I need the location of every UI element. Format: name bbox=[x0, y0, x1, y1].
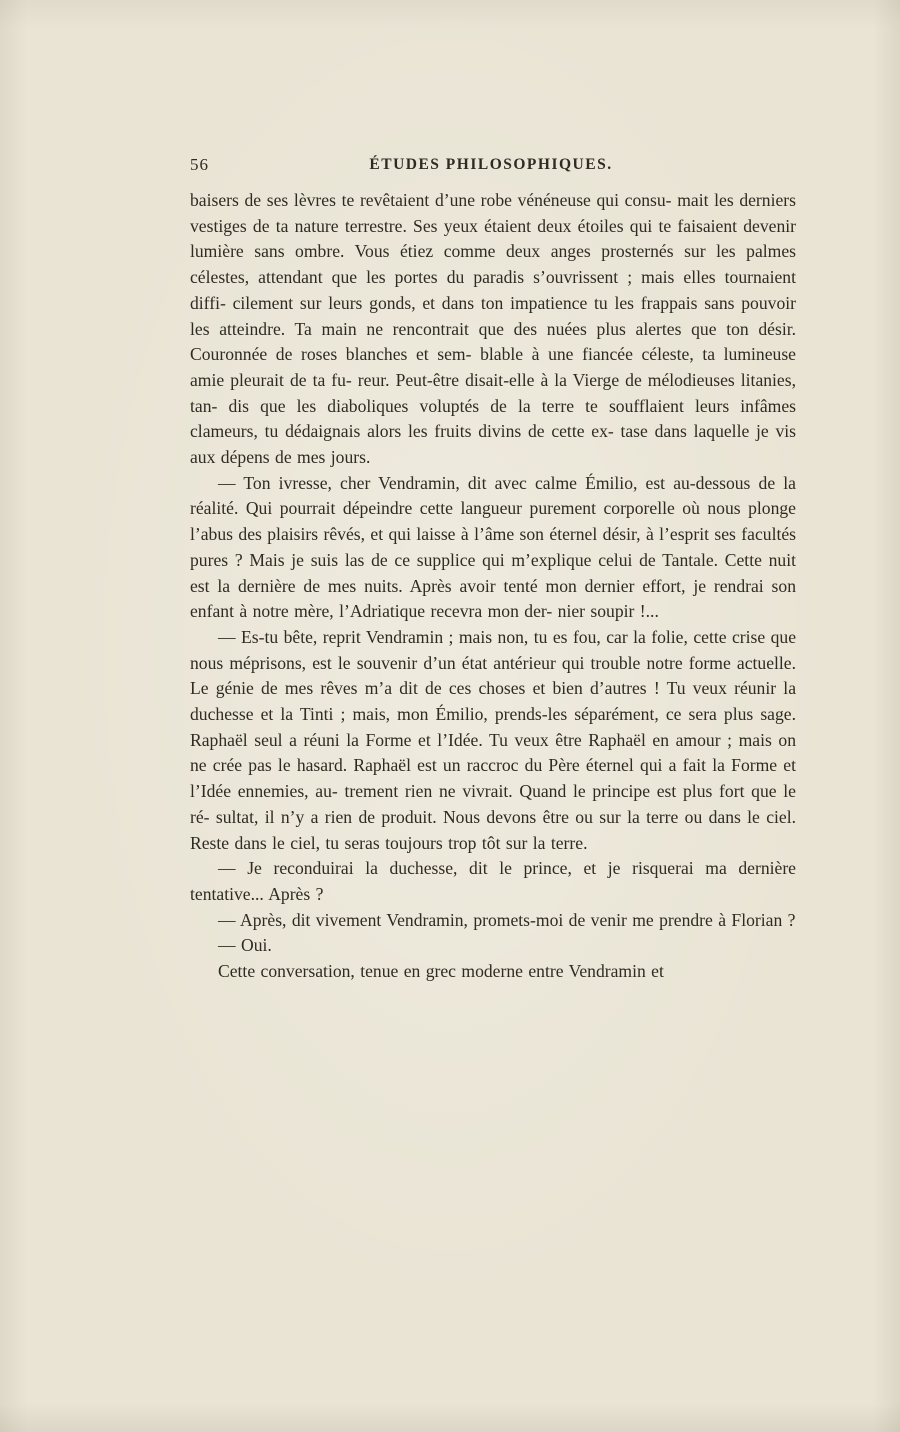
page-number: 56 bbox=[190, 155, 209, 174]
paragraph: — Oui. bbox=[218, 935, 272, 956]
body-text bbox=[190, 188, 796, 985]
paragraph: Cette conversation, tenue en grec moderne entre Vendramin et bbox=[218, 961, 664, 982]
running-title: ÉTUDES PHILOSOPHIQUES. bbox=[369, 156, 613, 173]
paragraph: baisers de ses lèvres te revêtaient d’une robe vénéneuse qui consu- mait les derniers vestiges de ta nature terrestre. Ses yeux étaient deux étoiles qui te faisaient devenir lumière sans ombre. Vous étiez comme deux anges prosternés sur les palmes célestes, attendant que les portes du paradis s’ouvrissent ; mais elles tournaient diffi- cilement sur leurs gonds, et dans ton impatience tu les frappais sans pouvoir les atteindre. Ta main ne rencontrait que des nuées plus alertes que ton désir. Couronnée de roses blanches et sem- blable à une fiancée céleste, ta lumineuse amie pleurait de ta fu- reur. Peut-être disait-elle à la Vierge de mélodieuses litanies, tan- dis que les diaboliques voluptés de la terre te soufflaient leurs infâmes clameurs, tu dédaignais alors les fruits divins de cette ex- tase dans laquelle je vis aux dépens de mes jours. bbox=[190, 190, 796, 468]
paragraph: — Après, dit vivement Vendramin, promets-moi de venir me prendre à Florian ? bbox=[218, 909, 796, 930]
paragraph: — Es-tu bête, reprit Vendramin ; mais non, tu es fou, car la folie, cette crise que nous méprisons, est le souvenir d’un état antérieur qui trouble notre forme actuelle. Le génie de mes rêves m’a dit de ces choses et bien d’autres ! Tu veux réunir la duchesse et la Tinti ; mais, mon Émilio, prends-les séparément, ce sera plus sage. Raphaël seul a réuni la Forme et l’Idée. Tu veux être Raphaël en amour ; mais on ne crée pas le hasard. Raphaël est un raccroc du Père éternel qui a fait la Forme et l’Idée ennemies, au- trement rien ne vivrait. Quand le principe est plus fort que le ré- sultat, il n’y a rien de produit. Nous devons être ou sur la terre ou dans le ciel. Reste dans le ciel, tu seras toujours trop tôt sur la terre. bbox=[190, 626, 796, 853]
paragraph: — Je reconduirai la duchesse, dit le prince, et je risquerai ma dernière tentative... Après ? bbox=[190, 858, 796, 904]
paragraph: — Ton ivresse, cher Vendramin, dit avec calme Émilio, est au-dessous de la réalité. Qui pourrait dépeindre cette langueur purement corporelle où nous plonge l’abus des plaisirs rêvés, et qui laisse à l’âme son éternel désir, à l’esprit ses facultés pures ? Mais je suis las de ce supplice qui m’explique celui de Tantale. Cette nuit est la dernière de mes nuits. Après avoir tenté mon dernier effort, je rendrai son enfant à notre mère, l’Adriatique recevra mon der- nier soupir !... bbox=[190, 472, 796, 622]
page-header bbox=[190, 155, 792, 181]
